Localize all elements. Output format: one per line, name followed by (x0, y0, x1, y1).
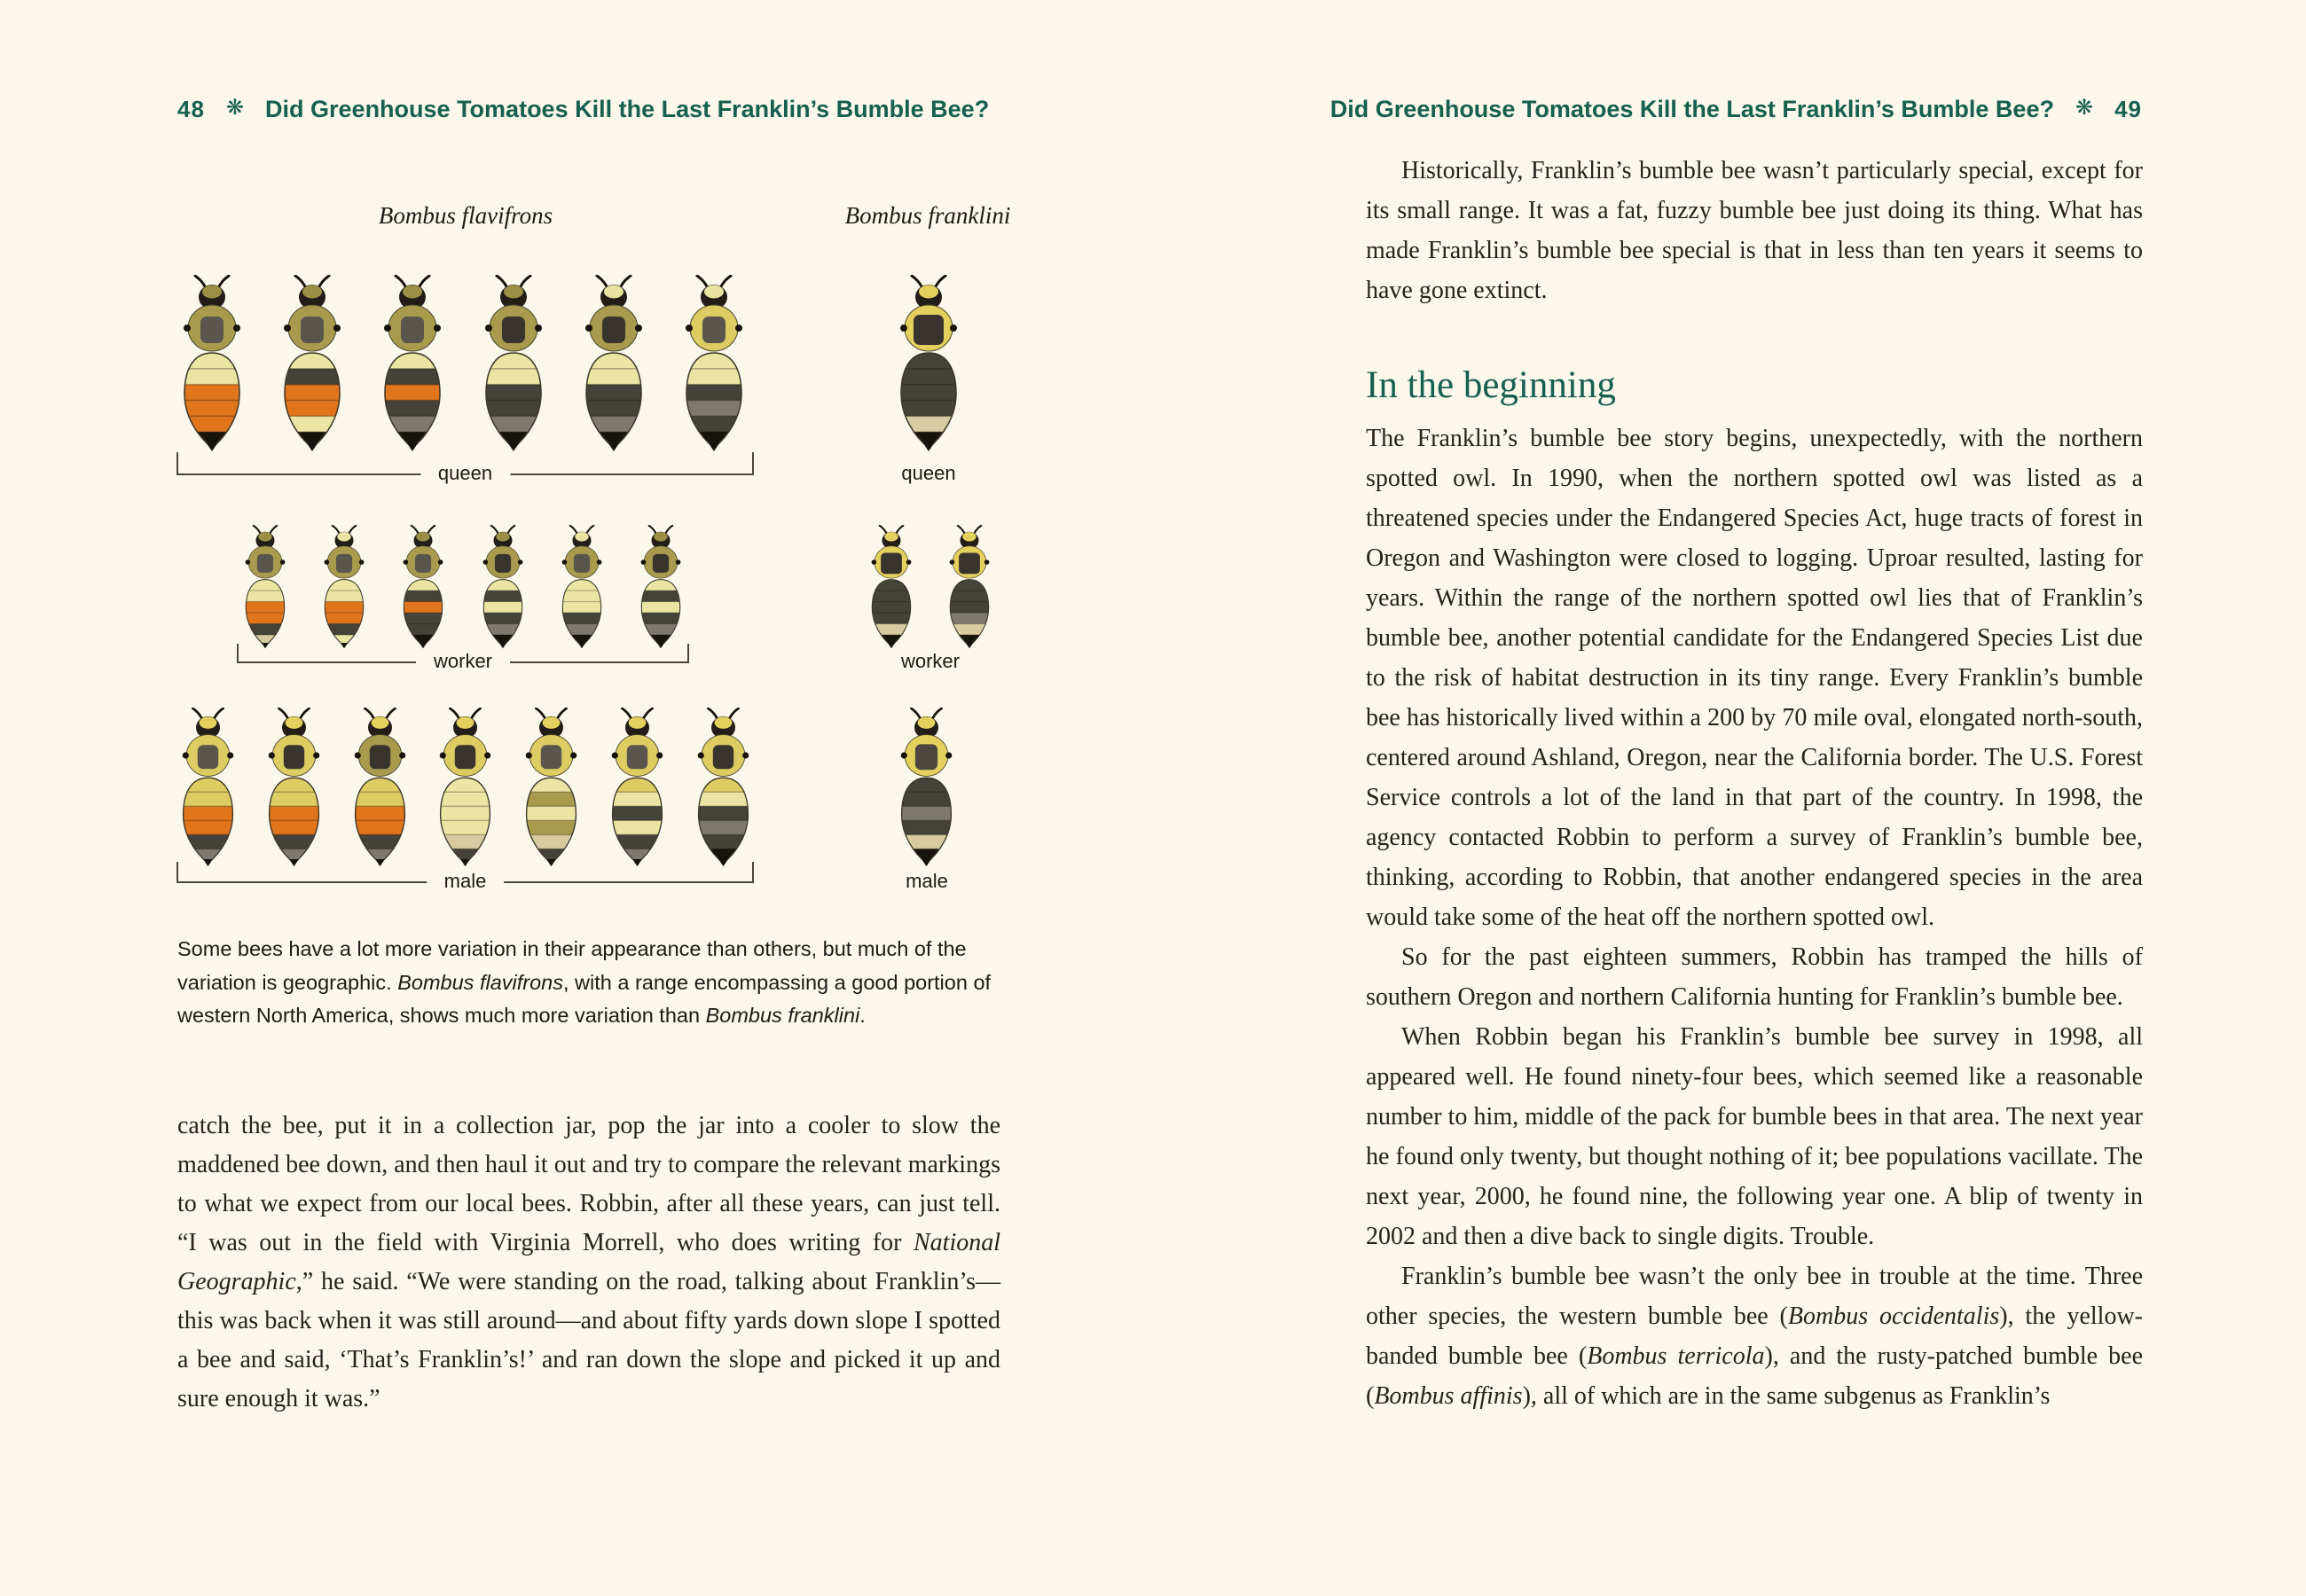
bee-queen-1 (170, 275, 254, 452)
species-label-flavifrons: Bombus flavifrons (378, 202, 553, 229)
page-number-right: 49 (2114, 96, 2142, 122)
male-bracket (176, 862, 754, 892)
bee-male-1 (170, 708, 246, 867)
bee-worker-franklini-1 (862, 525, 921, 649)
bee-male-3 (342, 708, 418, 867)
flower-ornament-icon: ❋ (225, 96, 245, 120)
bee-worker-franklini-2 (940, 525, 999, 649)
bee-queen-4 (472, 275, 555, 452)
species-label-franklini: Bombus franklini (844, 202, 1011, 229)
right-text-column (1366, 151, 2143, 1416)
bee-worker-4 (474, 525, 532, 649)
worker-bracket (237, 644, 689, 672)
queen-label-franklini: queen (901, 462, 956, 484)
running-title-left: Did Greenhouse Tomatoes Kill the Last Franklin’s Bumble Bee? (265, 96, 990, 122)
worker-label-franklini: worker (900, 650, 960, 672)
bee-male-4 (427, 708, 503, 867)
bee-male-5 (514, 708, 589, 867)
bee-male-franklini-1 (889, 708, 964, 867)
bee-worker-6 (631, 525, 690, 649)
bee-worker-2 (315, 525, 373, 649)
paragraph-survey-1998: When Robbin began his Franklin’s bumble bee survey in 1998, all appeared well. He found ninety-four bees, which seemed like a reasonable number to him, middle of the pack for bumble bees in that area. The next year he found only twenty, but thought nothing of it; bee populations vacillate. The next year, 2000, he found nine, the following year one. A blip of twenty in 2002 and then a dive back to single digits. Trouble. (1366, 1023, 2143, 1250)
bee-male-2 (256, 708, 332, 867)
bee-worker-5 (553, 525, 611, 649)
paragraph-other-species: Franklin’s bumble bee wasn’t the only bee in trouble at the time. Three other species, the western bumble bee (Bombus occidentalis), the yellow-banded bumble bee (Bombus terricola), and the rusty-patched bumble bee (Bombus affinis), all of which are in the same subgenus as Franklin’s (1366, 1263, 2143, 1410)
bee-queen-2 (271, 275, 354, 452)
page-number-left: 48 (177, 96, 205, 122)
left-body-paragraph: catch the bee, put it in a collection jar, pop the jar into a cooler to slow the maddened bee down, and then haul it out and try to compare the relevant markings to what we expect from our local bees. Robbin, after all these years, can just tell. “I was out in the field with Virginia Morrell, who does writing for National Geographic,” he said. “We were standing on the road, talking about Franklin’s—this was back when it was still around—and about fifty yards down slope I spotted a bee and said, ‘That’s Franklin’s!’ and ran down the slope and picked it up and sure enough it was.” (177, 1112, 1000, 1412)
queen-label: queen (420, 461, 510, 486)
bee-queen-5 (572, 275, 655, 452)
running-title-right: Did Greenhouse Tomatoes Kill the Last Franklin’s Bumble Bee? (1329, 96, 2054, 122)
queen-row-flavifrons (170, 275, 756, 452)
paragraph-historically: Historically, Franklin’s bumble bee wasn’t particularly special, except for its small range. It was a fat, fuzzy bumble bee just doing its thing. What has made Franklin’s bumble bee special is that in less than ten years it seems to have gone extinct. (1366, 157, 2143, 304)
bee-queen-3 (371, 275, 454, 452)
worker-row-flavifrons (236, 525, 690, 649)
running-head-left (177, 94, 989, 124)
bee-queen-franklini-1 (887, 275, 970, 452)
page-right (1153, 0, 2306, 1596)
bee-male-7 (686, 708, 761, 867)
male-label-franklini: male (906, 870, 948, 892)
bee-queen-6 (672, 275, 756, 452)
flower-ornament-icon: ❋ (2075, 96, 2094, 120)
male-label: male (427, 869, 505, 894)
paragraph-eighteen-summers: So for the past eighteen summers, Robbin has tramped the hills of southern Oregon and northern California hunting for Franklin’s bumble bee. (1366, 943, 2143, 1011)
bee-worker-1 (236, 525, 294, 649)
queen-bracket (176, 452, 754, 484)
queen-row-franklini (887, 275, 970, 452)
bee-male-6 (600, 708, 675, 867)
figure-caption: Some bees have a lot more variation in their appearance than others, but much of the variation is geographic. Bombus flavifrons, with a range encompassing a good portion of western North America, shows much more variation than Bombus franklini. (177, 937, 992, 1027)
male-row-flavifrons (170, 708, 761, 867)
running-head-right (1330, 94, 2142, 124)
worker-label: worker (416, 649, 510, 674)
paragraph-story-begins: The Franklin’s bumble bee story begins, unexpectedly, with the northern spotted owl. In 1990, when the northern spotted owl was listed as a threatened species under the Endangered Species Act, huge tracts of forest in Oregon and Washington were closed to logging. Uproar resulted, lasting for years. Within the range of the northern spotted owl lies that of Franklin’s bumble bee, another potential candidate for the Endangered Species List due to the risk of habitat destruction in its tiny range. Every Franklin’s bumble bee has historically lived within a 200 by 70 mile oval, elongated north-south, centered around Ashland, Oregon, near the California border. The U.S. Forest Service controls a lot of the land in that part of the country. In 1998, the agency contacted Robbin to perform a survey of Franklin’s bumble bee, thinking, according to Robbin, that another endangered species in the area would take some of the heat off the northern spotted owl. (1366, 425, 2143, 931)
male-row-franklini (889, 708, 965, 867)
worker-row-franklini (862, 525, 999, 649)
bee-worker-3 (394, 525, 452, 649)
section-heading-in-the-beginning: In the beginning (1366, 364, 1616, 406)
